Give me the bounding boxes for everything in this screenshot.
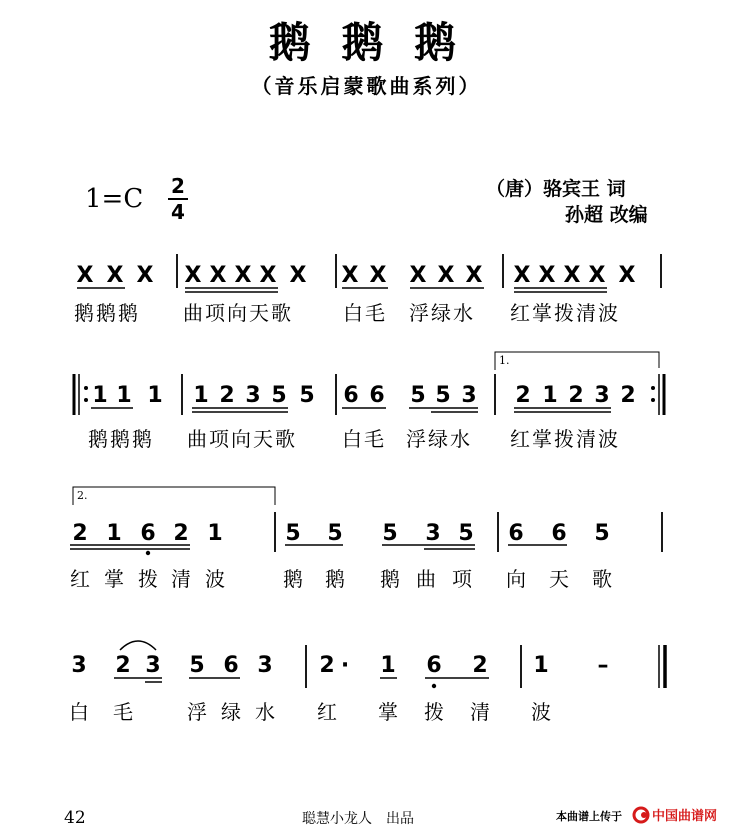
note: 2 (620, 383, 636, 408)
underlines (70, 545, 567, 549)
page-number: 42 (64, 808, 86, 828)
note: 6 (426, 653, 442, 678)
note: X (409, 263, 427, 288)
note: X (209, 263, 227, 288)
repeat-end (659, 374, 664, 415)
note: 5 (410, 383, 426, 408)
note: 3 (257, 653, 273, 678)
lyric: 波 (205, 567, 227, 591)
note: 1 (380, 653, 396, 678)
time-signature-top: 2 (171, 174, 185, 198)
lyric: 浮绿水 (409, 301, 475, 325)
lyric: 掌 (104, 567, 126, 591)
note: 3 (594, 383, 610, 408)
slur (120, 641, 156, 650)
lyric: 毛 (113, 700, 135, 724)
note: X (465, 263, 483, 288)
note: 6 (508, 521, 524, 546)
time-signature-bottom: 4 (171, 200, 185, 224)
lyric: 向 (506, 567, 528, 591)
staff-row-3 (70, 487, 662, 555)
note: 2 (173, 521, 189, 546)
note: 2 (568, 383, 584, 408)
volta-bracket-1 (495, 352, 659, 370)
note: 2 (72, 521, 88, 546)
note: 5 (285, 521, 301, 546)
note: 3 (461, 383, 477, 408)
note: 6 (343, 383, 359, 408)
lyricist-credit: （唐）骆宾王 词 (486, 178, 626, 200)
note: X (618, 263, 636, 288)
logo-icon (632, 804, 728, 826)
arranger-credit: 孙超 改编 (565, 204, 648, 226)
note: 6 (140, 521, 156, 546)
lyric: 拨 (138, 567, 160, 591)
lyric: 水 (255, 700, 277, 724)
note: 2 (515, 383, 531, 408)
volta-label-1: 1. (499, 354, 510, 367)
lyric: 红掌拨清波 (510, 427, 620, 451)
lyric: 鹅 (380, 567, 402, 591)
lyric: 白 (69, 700, 91, 724)
note: 5 (271, 383, 287, 408)
note: 2 (219, 383, 235, 408)
note: 3 (71, 653, 87, 678)
note: 5 (594, 521, 610, 546)
note: 1 (193, 383, 209, 408)
lyric: 曲项向天歌 (183, 301, 293, 325)
note: 5 (327, 521, 343, 546)
lyric: 红 (317, 700, 339, 724)
note: 1 (207, 521, 223, 546)
note: 2 (472, 653, 488, 678)
note: X (538, 263, 556, 288)
volta-bracket-2 (73, 487, 275, 505)
barlines (306, 645, 521, 688)
note: 5 (189, 653, 205, 678)
lyric: 项 (452, 567, 474, 591)
staff-row-2 (74, 352, 664, 415)
note: 3 (245, 383, 261, 408)
note: 1 (147, 383, 163, 408)
note: 5 (299, 383, 315, 408)
final-barline (659, 645, 665, 688)
note: 6 (369, 383, 385, 408)
note: 5 (435, 383, 451, 408)
note: X (369, 263, 387, 288)
lyric: 拨 (424, 700, 446, 724)
note: 1 (106, 521, 122, 546)
note: X (513, 263, 531, 288)
song-subtitle: （音乐启蒙歌曲系列） (251, 74, 482, 98)
note: X (588, 263, 606, 288)
note: 1 (116, 383, 132, 408)
lyric: 掌 (378, 700, 400, 724)
note: 6 (223, 653, 239, 678)
note: X (106, 263, 124, 288)
lyric: 清 (171, 567, 193, 591)
note: 1 (542, 383, 558, 408)
lyric: 波 (531, 700, 553, 724)
note: X (289, 263, 307, 288)
lyric: 浮 (187, 700, 209, 724)
note: 1 (533, 653, 549, 678)
note: 2 (319, 653, 335, 678)
lyric: 红掌拨清波 (510, 301, 620, 325)
lyric: 白毛 (343, 301, 387, 325)
site-name: 中国曲谱网 (652, 809, 718, 824)
lyric: 绿 (221, 700, 243, 724)
underlines (91, 408, 611, 412)
note: 5 (458, 521, 474, 546)
staff-row-1 (77, 254, 661, 292)
note: X (136, 263, 154, 288)
lyric: 曲项向天歌 (187, 427, 297, 451)
song-title: 鹅 鹅 鹅 (268, 18, 465, 67)
note: 2 (115, 653, 131, 678)
repeat-start (74, 374, 79, 415)
underlines (114, 678, 489, 682)
note: X (341, 263, 359, 288)
lyric: 歌 (592, 567, 614, 591)
note: 3 (145, 653, 161, 678)
upload-note: 本曲谱上传于 (556, 810, 622, 823)
note: X (184, 263, 202, 288)
note: X (259, 263, 277, 288)
note: 5 (382, 521, 398, 546)
note: 1 (92, 383, 108, 408)
lyric: 清 (470, 700, 492, 724)
volta-label-2: 2. (77, 489, 88, 502)
lyric: 鹅鹅鹅 (88, 427, 154, 451)
note: – (597, 653, 609, 678)
note: X (563, 263, 581, 288)
note: 3 (425, 521, 441, 546)
lyric: 浮绿水 (406, 427, 472, 451)
staff-row-4 (71, 641, 665, 688)
note: · (340, 653, 350, 678)
lyric: 红 (70, 567, 92, 591)
note: X (234, 263, 252, 288)
note: 6 (551, 521, 567, 546)
note: X (76, 263, 94, 288)
lyric: 白毛 (342, 427, 386, 451)
publisher-credit: 聪慧小龙人 出品 (302, 811, 414, 827)
site-logo (632, 804, 728, 826)
low-octave-dot (146, 551, 150, 555)
lyric: 鹅 (283, 567, 305, 591)
underlines (77, 288, 607, 292)
note: X (437, 263, 455, 288)
lyric: 鹅 (325, 567, 347, 591)
lyric: 天 (549, 567, 571, 591)
lyric: 鹅鹅鹅 (74, 301, 140, 325)
lyric: 曲 (416, 567, 438, 591)
low-octave-dot (432, 684, 436, 688)
key-signature: 1=C (85, 184, 144, 214)
